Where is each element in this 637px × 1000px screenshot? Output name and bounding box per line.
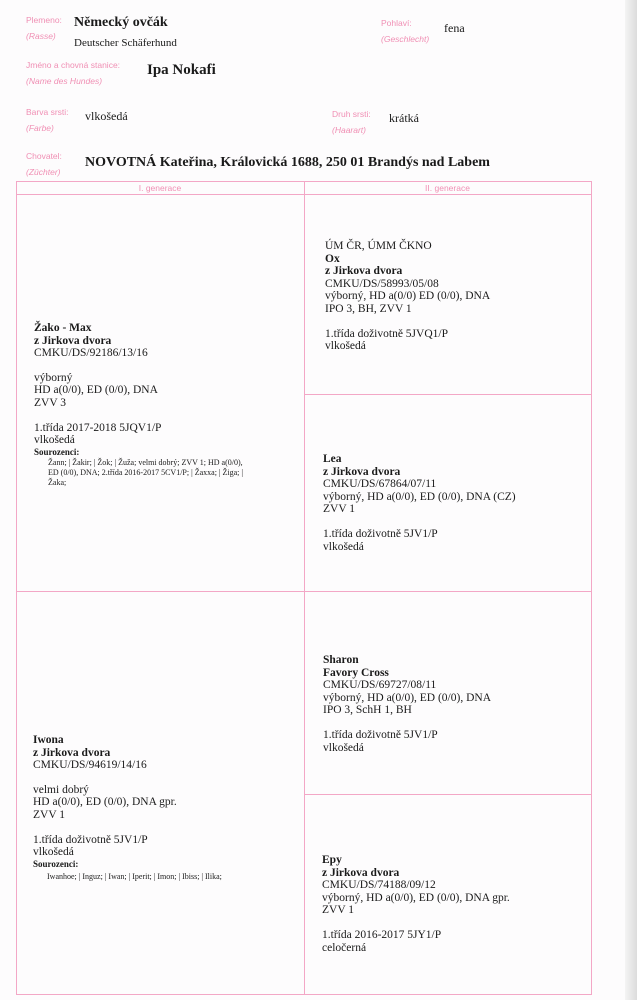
coat-label: Druh srsti: (332, 109, 371, 119)
breed-value-de: Deutscher Schäferhund (74, 37, 177, 49)
sire-dam-zvv: ZVV 1 (323, 503, 356, 516)
coat-label-de: (Haarart) (332, 125, 367, 135)
dam-dam-zvv: ZVV 1 (322, 904, 355, 917)
dam-cell (33, 734, 222, 882)
sire-dam-color: vlkošedá (323, 540, 364, 553)
breeder-label-de: (Züchter) (26, 167, 61, 177)
sex-label-de: (Geschlecht) (381, 34, 430, 44)
sire-sire-titles: ÚM ČR, ÚMM ČKNO (325, 240, 432, 252)
sire-siblings-line-2: ED (0/0), DNA; 2.třída 2016-2017 5CV1/P; | Žaxxa; | Žiga; | (48, 467, 243, 477)
generation-2-header: II. generace (425, 183, 470, 193)
sire-color: vlkošedá (34, 434, 75, 447)
name-label-de: (Name des Hundes) (26, 76, 103, 86)
color-label: Barva srsti: (26, 107, 69, 117)
sire-name: Žako - Max (34, 322, 92, 334)
sire-dam-cell (323, 453, 516, 553)
sire-sire-cell (325, 240, 490, 353)
sire-dam-class: 1.třída doživotně 5JV1/P (323, 527, 438, 540)
dam-kennel: z Jirkova dvora (33, 746, 111, 759)
sire-sire-exams: IPO 3, BH, ZVV 1 (325, 302, 412, 315)
grid-bottom-rule (16, 994, 591, 995)
page-edge-shadow (625, 0, 637, 1000)
sire-siblings-line-1: Žann; | Žakir; | Žok; | Žuža; velmi dobrý; ZVV 1; HD a(0/0), (48, 457, 243, 467)
dam-zvv: ZVV 1 (33, 808, 66, 821)
grid-q1-rule (304, 394, 591, 395)
sire-sire-name: Ox (325, 252, 340, 265)
grid-center-rule (16, 591, 591, 592)
dog-name: Ipa Nokafi (147, 62, 216, 78)
sire-dam-health: výborný, HD a(0/0), ED (0/0), DNA (CZ) (323, 490, 516, 503)
sire-siblings-label: Sourozenci: (34, 446, 80, 457)
dam-dam-reg: CMKU/DS/74188/09/12 (322, 879, 436, 892)
breed-value-cz: Německý ovčák (74, 15, 168, 30)
dam-siblings-line-1: Iwanhoe; | Inguz; | Iwan; | Iperit; | Imon; | Ibiss; | Ilika; (47, 871, 222, 881)
dam-eval: velmi dobrý (33, 783, 89, 796)
dam-color: vlkošedá (33, 846, 74, 859)
dam-dam-health: výborný, HD a(0/0), ED (0/0), DNA gpr. (322, 891, 510, 904)
sire-dam-reg: CMKU/DS/67864/07/11 (323, 478, 437, 491)
dam-dam-name: Epy (322, 854, 342, 866)
sire-eval: výborný (34, 371, 73, 384)
sire-sire-color: vlkošedá (325, 340, 366, 353)
dam-sire-kennel: Favory Cross (323, 666, 389, 679)
dam-class: 1.třída doživotně 5JV1/P (33, 833, 148, 846)
dam-dam-class: 1.třída 2016-2017 5JY1/P (322, 928, 442, 941)
dam-sire-cell (323, 654, 491, 754)
dam-sire-color: vlkošedá (323, 741, 364, 754)
sire-sire-health: výborný, HD a(0/0) ED (0/0), DNA (325, 290, 491, 303)
color-value: vlkošedá (85, 109, 128, 123)
dam-sire-class: 1.třída doživotně 5JV1/P (323, 728, 438, 741)
coat-value: krátká (389, 111, 419, 125)
sex-label: Pohlaví: (381, 18, 412, 28)
sire-reg: CMKU/DS/92186/13/16 (34, 347, 148, 360)
sire-kennel: z Jirkova dvora (34, 334, 112, 347)
grid-right-rule (591, 181, 592, 995)
sire-sire-reg: CMKU/DS/58993/05/08 (325, 277, 439, 290)
breed-label-de: (Rasse) (26, 31, 56, 41)
dam-sire-exams: IPO 3, SchH 1, BH (323, 704, 412, 717)
sire-siblings-line-3: Žaka; (48, 477, 67, 487)
sire-cell (34, 322, 243, 488)
color-label-de: (Farbe) (26, 123, 54, 133)
sire-health: HD a(0/0), ED (0/0), DNA (34, 384, 158, 397)
name-label: Jméno a chovná stanice: (26, 60, 121, 70)
sire-zvv: ZVV 3 (34, 396, 67, 409)
sire-sire-kennel: z Jirkova dvora (325, 265, 403, 278)
sire-dam-name: Lea (323, 453, 342, 465)
dam-name: Iwona (33, 734, 64, 746)
sire-dam-kennel: z Jirkova dvora (323, 465, 401, 478)
dam-dam-kennel: z Jirkova dvora (322, 866, 400, 879)
breeder-value: NOVOTNÁ Kateřina, Královická 1688, 250 01 Brandýs nad Labem (85, 155, 490, 170)
grid-left-rule (16, 181, 17, 995)
dam-dam-color: celočerná (322, 941, 367, 954)
sire-class: 1.třída 2017-2018 5JQV1/P (34, 421, 162, 434)
dam-reg: CMKU/DS/94619/14/16 (33, 759, 147, 772)
sire-sire-class: 1.třída doživotně 5JVQ1/P (325, 327, 448, 340)
dam-sire-health: výborný, HD a(0/0), ED (0/0), DNA (323, 691, 491, 704)
generation-1-header: I. generace (138, 183, 182, 193)
dam-sire-reg: CMKU/DS/69727/08/11 (323, 679, 437, 692)
dam-dam-cell (322, 854, 510, 954)
dam-health: HD a(0/0), ED (0/0), DNA gpr. (33, 796, 177, 809)
grid-q3-rule (304, 794, 591, 795)
grid-middle-rule (304, 181, 305, 995)
dam-sire-name: Sharon (323, 654, 359, 666)
dam-siblings-label: Sourozenci: (33, 858, 79, 869)
sex-value: fena (444, 21, 465, 35)
breeder-label: Chovatel: (26, 151, 62, 161)
breed-label: Plemeno: (26, 15, 62, 25)
